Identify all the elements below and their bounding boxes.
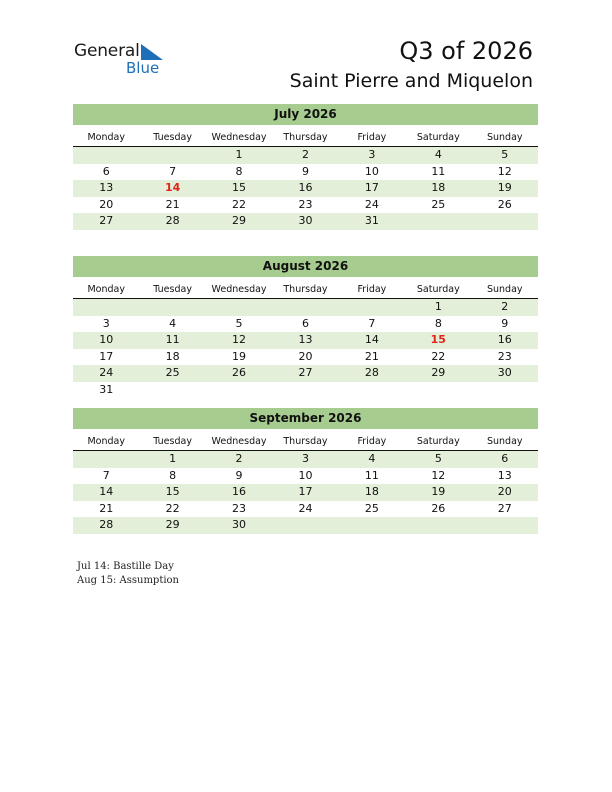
logo-text-general: General [74, 41, 140, 61]
month-calendar-august [73, 256, 538, 399]
day-cell: 2 [501, 300, 509, 313]
day-cell: 15 [232, 181, 247, 195]
day-cell: 25 [165, 366, 180, 380]
day-cell [73, 147, 139, 164]
day-cell: 19 [497, 181, 512, 195]
day-cell: 13 [497, 468, 512, 482]
holiday-day-cell: 14 [164, 181, 181, 195]
day-cell: 6 [301, 316, 309, 330]
day-cell: 9 [301, 164, 309, 178]
week-row [73, 365, 538, 382]
day-cell: 16 [298, 181, 313, 195]
day-cell [339, 517, 405, 534]
logo-text-blue: Blue [126, 59, 160, 77]
week-row [73, 517, 538, 534]
day-cell: 1 [235, 148, 243, 161]
day-cell: 4 [368, 452, 376, 465]
day-cell: 21 [99, 501, 114, 515]
weekday-label: Thursday [283, 436, 328, 447]
day-cell: 21 [364, 349, 379, 363]
day-cell: 11 [364, 468, 379, 482]
day-cell: 9 [501, 316, 509, 330]
day-cell: 15 [165, 485, 180, 499]
day-cell [272, 299, 338, 316]
day-cell: 28 [364, 366, 379, 380]
day-cell: 17 [99, 349, 114, 363]
weekday-label: Sunday [486, 436, 523, 447]
week-row [73, 197, 538, 214]
day-cell [405, 517, 471, 534]
day-cell: 26 [232, 366, 247, 380]
day-cell: 14 [364, 333, 379, 347]
day-cell: 26 [431, 501, 446, 515]
day-cell: 30 [298, 214, 313, 228]
day-cell: 12 [232, 333, 247, 347]
day-cell: 25 [364, 501, 379, 515]
holiday-note: Aug 15: Assumption [77, 575, 180, 586]
weekday-label: Friday [357, 436, 387, 447]
day-cell [472, 517, 538, 534]
week-row [73, 468, 538, 485]
day-cell: 22 [232, 197, 247, 211]
month-title: July 2026 [73, 104, 538, 125]
week-row [73, 180, 538, 197]
day-cell [139, 147, 205, 164]
day-cell: 18 [165, 349, 180, 363]
weekday-label: Monday [87, 132, 125, 143]
day-cell: 30 [232, 518, 247, 532]
weekday-header-row [73, 281, 538, 299]
day-cell: 26 [497, 197, 512, 211]
day-cell [339, 299, 405, 316]
day-cell: 18 [364, 485, 379, 499]
weekday-header-row [73, 433, 538, 451]
week-row [73, 501, 538, 518]
holiday-day-cell: 15 [430, 333, 446, 347]
day-cell: 10 [364, 164, 379, 178]
day-cell: 30 [497, 366, 512, 380]
day-cell: 7 [169, 164, 177, 178]
day-cell [272, 517, 338, 534]
day-cell: 11 [165, 333, 180, 347]
week-row [73, 213, 538, 230]
month-calendar-september [73, 408, 538, 534]
day-cell: 8 [434, 316, 442, 330]
day-cell: 7 [102, 468, 110, 482]
week-row [73, 164, 538, 181]
day-cell: 23 [298, 197, 313, 211]
day-cell: 8 [169, 468, 177, 482]
day-cell: 5 [501, 148, 509, 161]
day-cell: 25 [431, 197, 446, 211]
day-cell: 24 [364, 197, 379, 211]
day-cell: 10 [298, 468, 313, 482]
weekday-label: Thursday [283, 284, 328, 295]
day-cell: 20 [99, 197, 114, 211]
day-cell: 31 [99, 382, 114, 396]
weekday-label: Thursday [283, 132, 328, 143]
day-cell: 14 [99, 485, 114, 499]
week-row [73, 299, 538, 316]
day-cell [339, 382, 405, 399]
day-cell: 7 [368, 316, 376, 330]
day-cell: 5 [235, 316, 243, 330]
day-cell [472, 382, 538, 399]
day-cell: 12 [497, 164, 512, 178]
day-cell: 16 [497, 333, 512, 347]
day-cell: 18 [431, 181, 446, 195]
month-title: August 2026 [73, 256, 538, 277]
day-cell: 27 [298, 366, 313, 380]
week-row [73, 147, 538, 164]
day-cell: 27 [497, 501, 512, 515]
week-row [73, 316, 538, 333]
day-cell: 20 [497, 485, 512, 499]
page-title: Q3 of 2026 [399, 37, 533, 65]
weekday-label: Wednesday [211, 436, 267, 447]
week-row [73, 382, 538, 399]
weekday-label: Tuesday [153, 436, 192, 447]
day-cell: 29 [431, 366, 446, 380]
day-cell: 28 [99, 518, 114, 532]
holiday-note: Jul 14: Bastille Day [77, 561, 174, 572]
day-cell: 27 [99, 214, 114, 228]
day-cell: 9 [235, 468, 243, 482]
day-cell: 28 [165, 214, 180, 228]
day-cell [472, 213, 538, 230]
day-cell: 31 [364, 214, 379, 228]
day-cell [206, 299, 272, 316]
day-cell: 4 [169, 316, 177, 330]
day-cell: 2 [301, 148, 309, 161]
holiday-notes [77, 560, 179, 588]
day-cell: 22 [431, 349, 446, 363]
day-cell [73, 299, 139, 316]
logo-triangle-icon [141, 44, 163, 60]
weekday-label: Saturday [416, 132, 460, 143]
month-calendar-july [73, 104, 538, 230]
weekday-label: Friday [357, 284, 387, 295]
day-cell: 17 [298, 485, 313, 499]
day-cell: 8 [235, 164, 243, 178]
weekday-label: Saturday [416, 436, 460, 447]
day-cell: 3 [301, 452, 309, 465]
day-cell: 3 [102, 316, 110, 330]
brand-logo [74, 41, 174, 81]
day-cell: 23 [232, 501, 247, 515]
day-cell [73, 451, 139, 468]
week-row [73, 332, 538, 349]
day-cell: 2 [235, 452, 243, 465]
day-cell: 22 [165, 501, 180, 515]
day-cell: 12 [431, 468, 446, 482]
day-cell: 19 [431, 485, 446, 499]
weekday-label: Wednesday [211, 284, 267, 295]
day-cell [272, 382, 338, 399]
day-cell: 5 [434, 452, 442, 465]
day-cell: 13 [298, 333, 313, 347]
day-cell: 13 [99, 181, 114, 195]
month-title: September 2026 [73, 408, 538, 429]
week-row [73, 484, 538, 501]
day-cell [206, 382, 272, 399]
day-cell: 4 [434, 148, 442, 161]
week-row [73, 349, 538, 366]
weekday-label: Tuesday [153, 132, 192, 143]
day-cell [139, 299, 205, 316]
weekday-label: Tuesday [153, 284, 192, 295]
weekday-label: Sunday [486, 284, 523, 295]
day-cell: 23 [497, 349, 512, 363]
day-cell [139, 382, 205, 399]
day-cell: 3 [368, 148, 376, 161]
day-cell: 24 [298, 501, 313, 515]
day-cell: 1 [169, 452, 177, 465]
day-cell: 24 [99, 366, 114, 380]
day-cell: 1 [434, 300, 442, 313]
day-cell: 21 [165, 197, 180, 211]
weekday-label: Sunday [486, 132, 523, 143]
day-cell [405, 213, 471, 230]
page-subtitle: Saint Pierre and Miquelon [289, 70, 533, 92]
week-row [73, 451, 538, 468]
day-cell: 6 [102, 164, 110, 178]
day-cell: 11 [431, 164, 446, 178]
day-cell: 20 [298, 349, 313, 363]
day-cell: 29 [232, 214, 247, 228]
weekday-label: Wednesday [211, 132, 267, 143]
weekday-label: Monday [87, 436, 125, 447]
day-cell: 16 [232, 485, 247, 499]
weekday-label: Friday [357, 132, 387, 143]
day-cell: 19 [232, 349, 247, 363]
day-cell: 6 [501, 452, 509, 465]
day-cell: 17 [364, 181, 379, 195]
day-cell [405, 382, 471, 399]
weekday-header-row [73, 129, 538, 147]
day-cell: 29 [165, 518, 180, 532]
weekday-label: Saturday [416, 284, 460, 295]
weekday-label: Monday [87, 284, 125, 295]
day-cell: 10 [99, 333, 114, 347]
